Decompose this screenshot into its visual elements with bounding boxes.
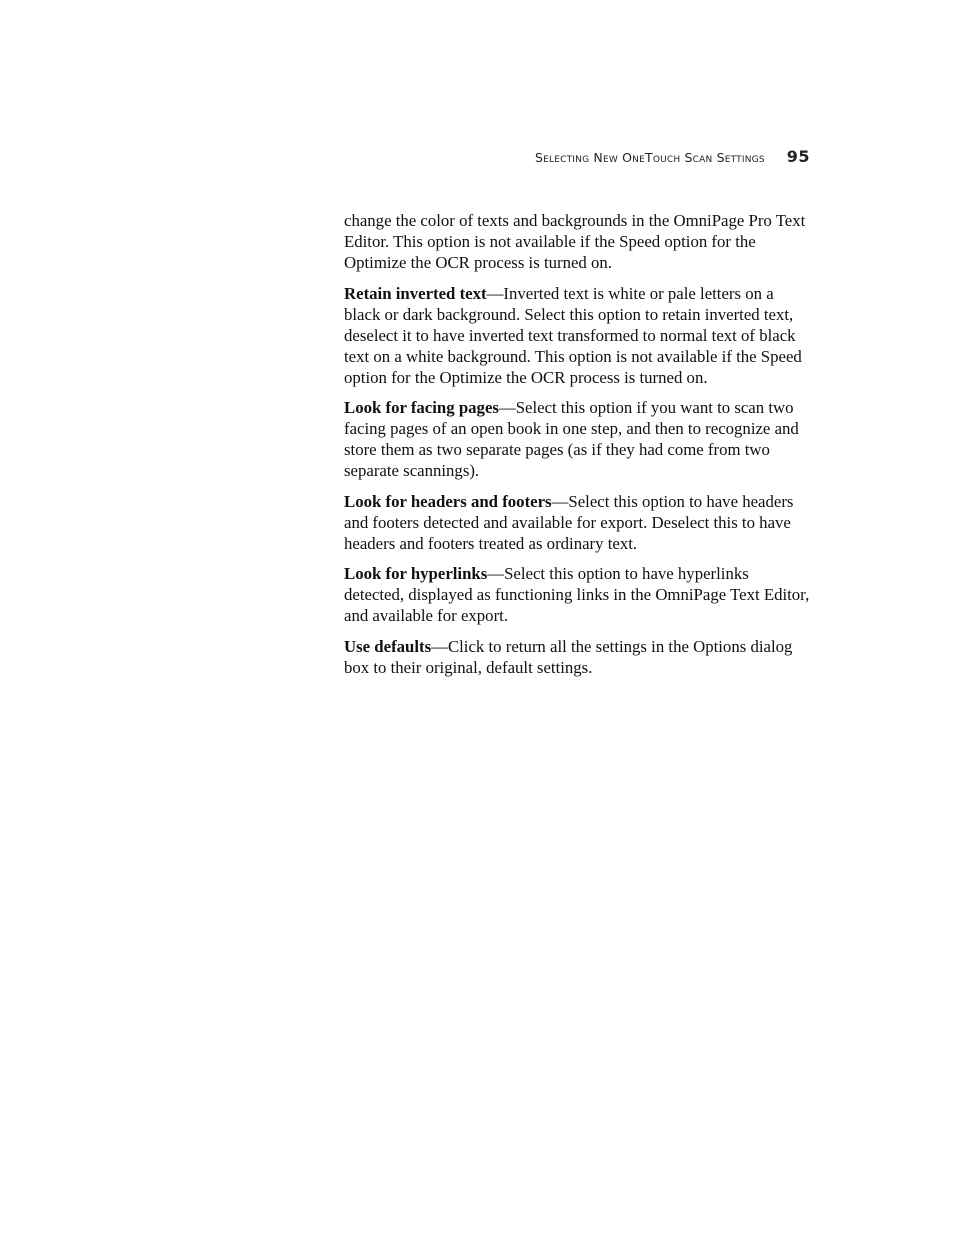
option-term: Look for headers and footers [344,491,552,511]
option-look-for-hyperlinks [344,563,812,626]
section-title: Selecting New OneTouch Scan Settings [534,150,765,165]
option-term: Look for facing pages [344,398,499,417]
page-number: 95 [786,147,810,166]
option-use-defaults [344,636,812,678]
page-content [344,210,812,687]
option-retain-inverted-text [344,283,812,388]
option-description: —Click to return all the settings in the Options dialog box to their original, default settings. [344,636,793,677]
option-description: —Select this option if you want to scan two facing pages of an open book in one step, and then to recognize and store them as two separate pages (as if they had come from two separate scannings). [344,398,799,480]
option-term: Use defaults [344,636,432,656]
option-description: —Select this option to have headers and footers detected and available for export. Deselect this to have headers and footers treated as ordinary text. [344,491,794,553]
running-header [344,147,810,169]
option-term: Look for hyperlinks [344,564,488,583]
option-look-for-headers-and-footers [344,491,812,554]
option-description: —Select this option to have hyperlinks detected, displayed as functioning links in the OmniPage Text Editor, and available for export. [344,564,810,625]
option-term: Retain inverted text [344,283,487,303]
option-look-for-facing-pages [344,397,812,481]
option-description: —Inverted text is white or pale letters on a black or dark background. Select this option to retain inverted text, deselect it to have inverted text transformed to normal text of black text on a white background. This option is not available if the Speed option for the Optimize the OCR process is turned on. [344,283,802,387]
intro-paragraph: change the color of texts and backgrounds in the OmniPage Pro Text Editor. This option is not available if the Speed option for the Optimize the OCR process is turned on. [344,211,806,272]
